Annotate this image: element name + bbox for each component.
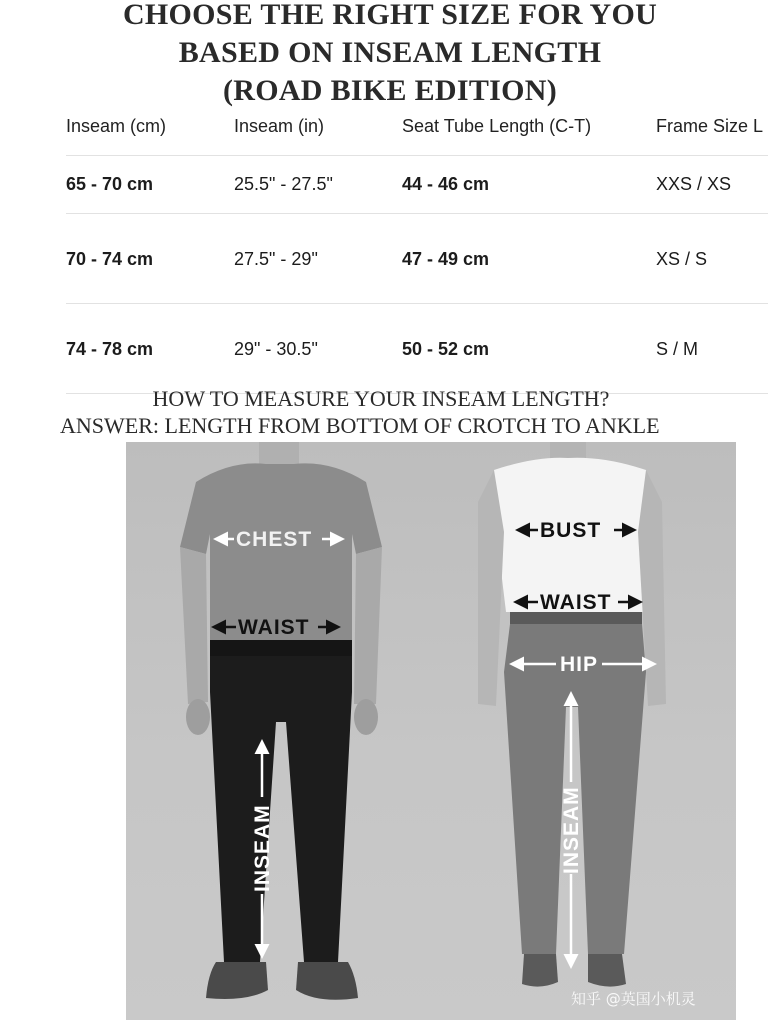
column-header-inseam-cm: Inseam (cm) [66,116,167,136]
column-header-inseam-in: Inseam (in) [234,116,325,136]
table-cell: 44 - 46 cm [402,174,490,194]
measure-question: HOW TO MEASURE YOUR INSEAM LENGTH? [152,386,610,411]
man-figure [180,442,382,1000]
column-header-seat-tube: Seat Tube Length (C-T) [402,116,592,136]
table-cell: 25.5" - 27.5" [234,174,333,194]
table-cell: 50 - 52 cm [402,339,490,359]
table-cell: XS / S [656,249,708,269]
measure-answer: ANSWER: LENGTH FROM BOTTOM OF CROTCH TO ANKLE [60,413,660,438]
table-cell: 29" - 30.5" [234,339,318,359]
table-cell: 47 - 49 cm [402,249,490,269]
waist-label-man: WAIST [238,616,310,639]
watermark: 知乎 @英国小机灵 [571,990,696,1008]
table-divider [66,303,768,304]
table-cell: 27.5" - 29" [234,249,318,269]
table-cell: 70 - 74 cm [66,249,154,269]
page-title-line-3: (ROAD BIKE EDITION) [222,74,558,107]
table-cell: XXS / XS [656,174,732,194]
woman-figure [478,442,666,987]
table-cell: S / M [656,339,699,359]
table-divider [66,155,768,156]
measurement-photo [126,442,736,1020]
inseam-label-man: INSEAM [251,804,274,892]
table-cell: 74 - 78 cm [66,339,154,359]
page-title-line-1: CHOOSE THE RIGHT SIZE FOR YOU [122,0,658,31]
table-cell: 65 - 70 cm [66,174,154,194]
table-divider [66,213,768,214]
size-table [0,110,768,400]
column-header-frame-size: Frame Size L [656,116,764,136]
page-title-line-2: BASED ON INSEAM LENGTH [178,36,602,69]
waist-label-woman: WAIST [540,591,612,614]
chest-label: CHEST [236,528,313,551]
hip-label: HIP [560,653,599,676]
inseam-label-woman: INSEAM [560,786,583,874]
bust-label: BUST [540,519,602,542]
